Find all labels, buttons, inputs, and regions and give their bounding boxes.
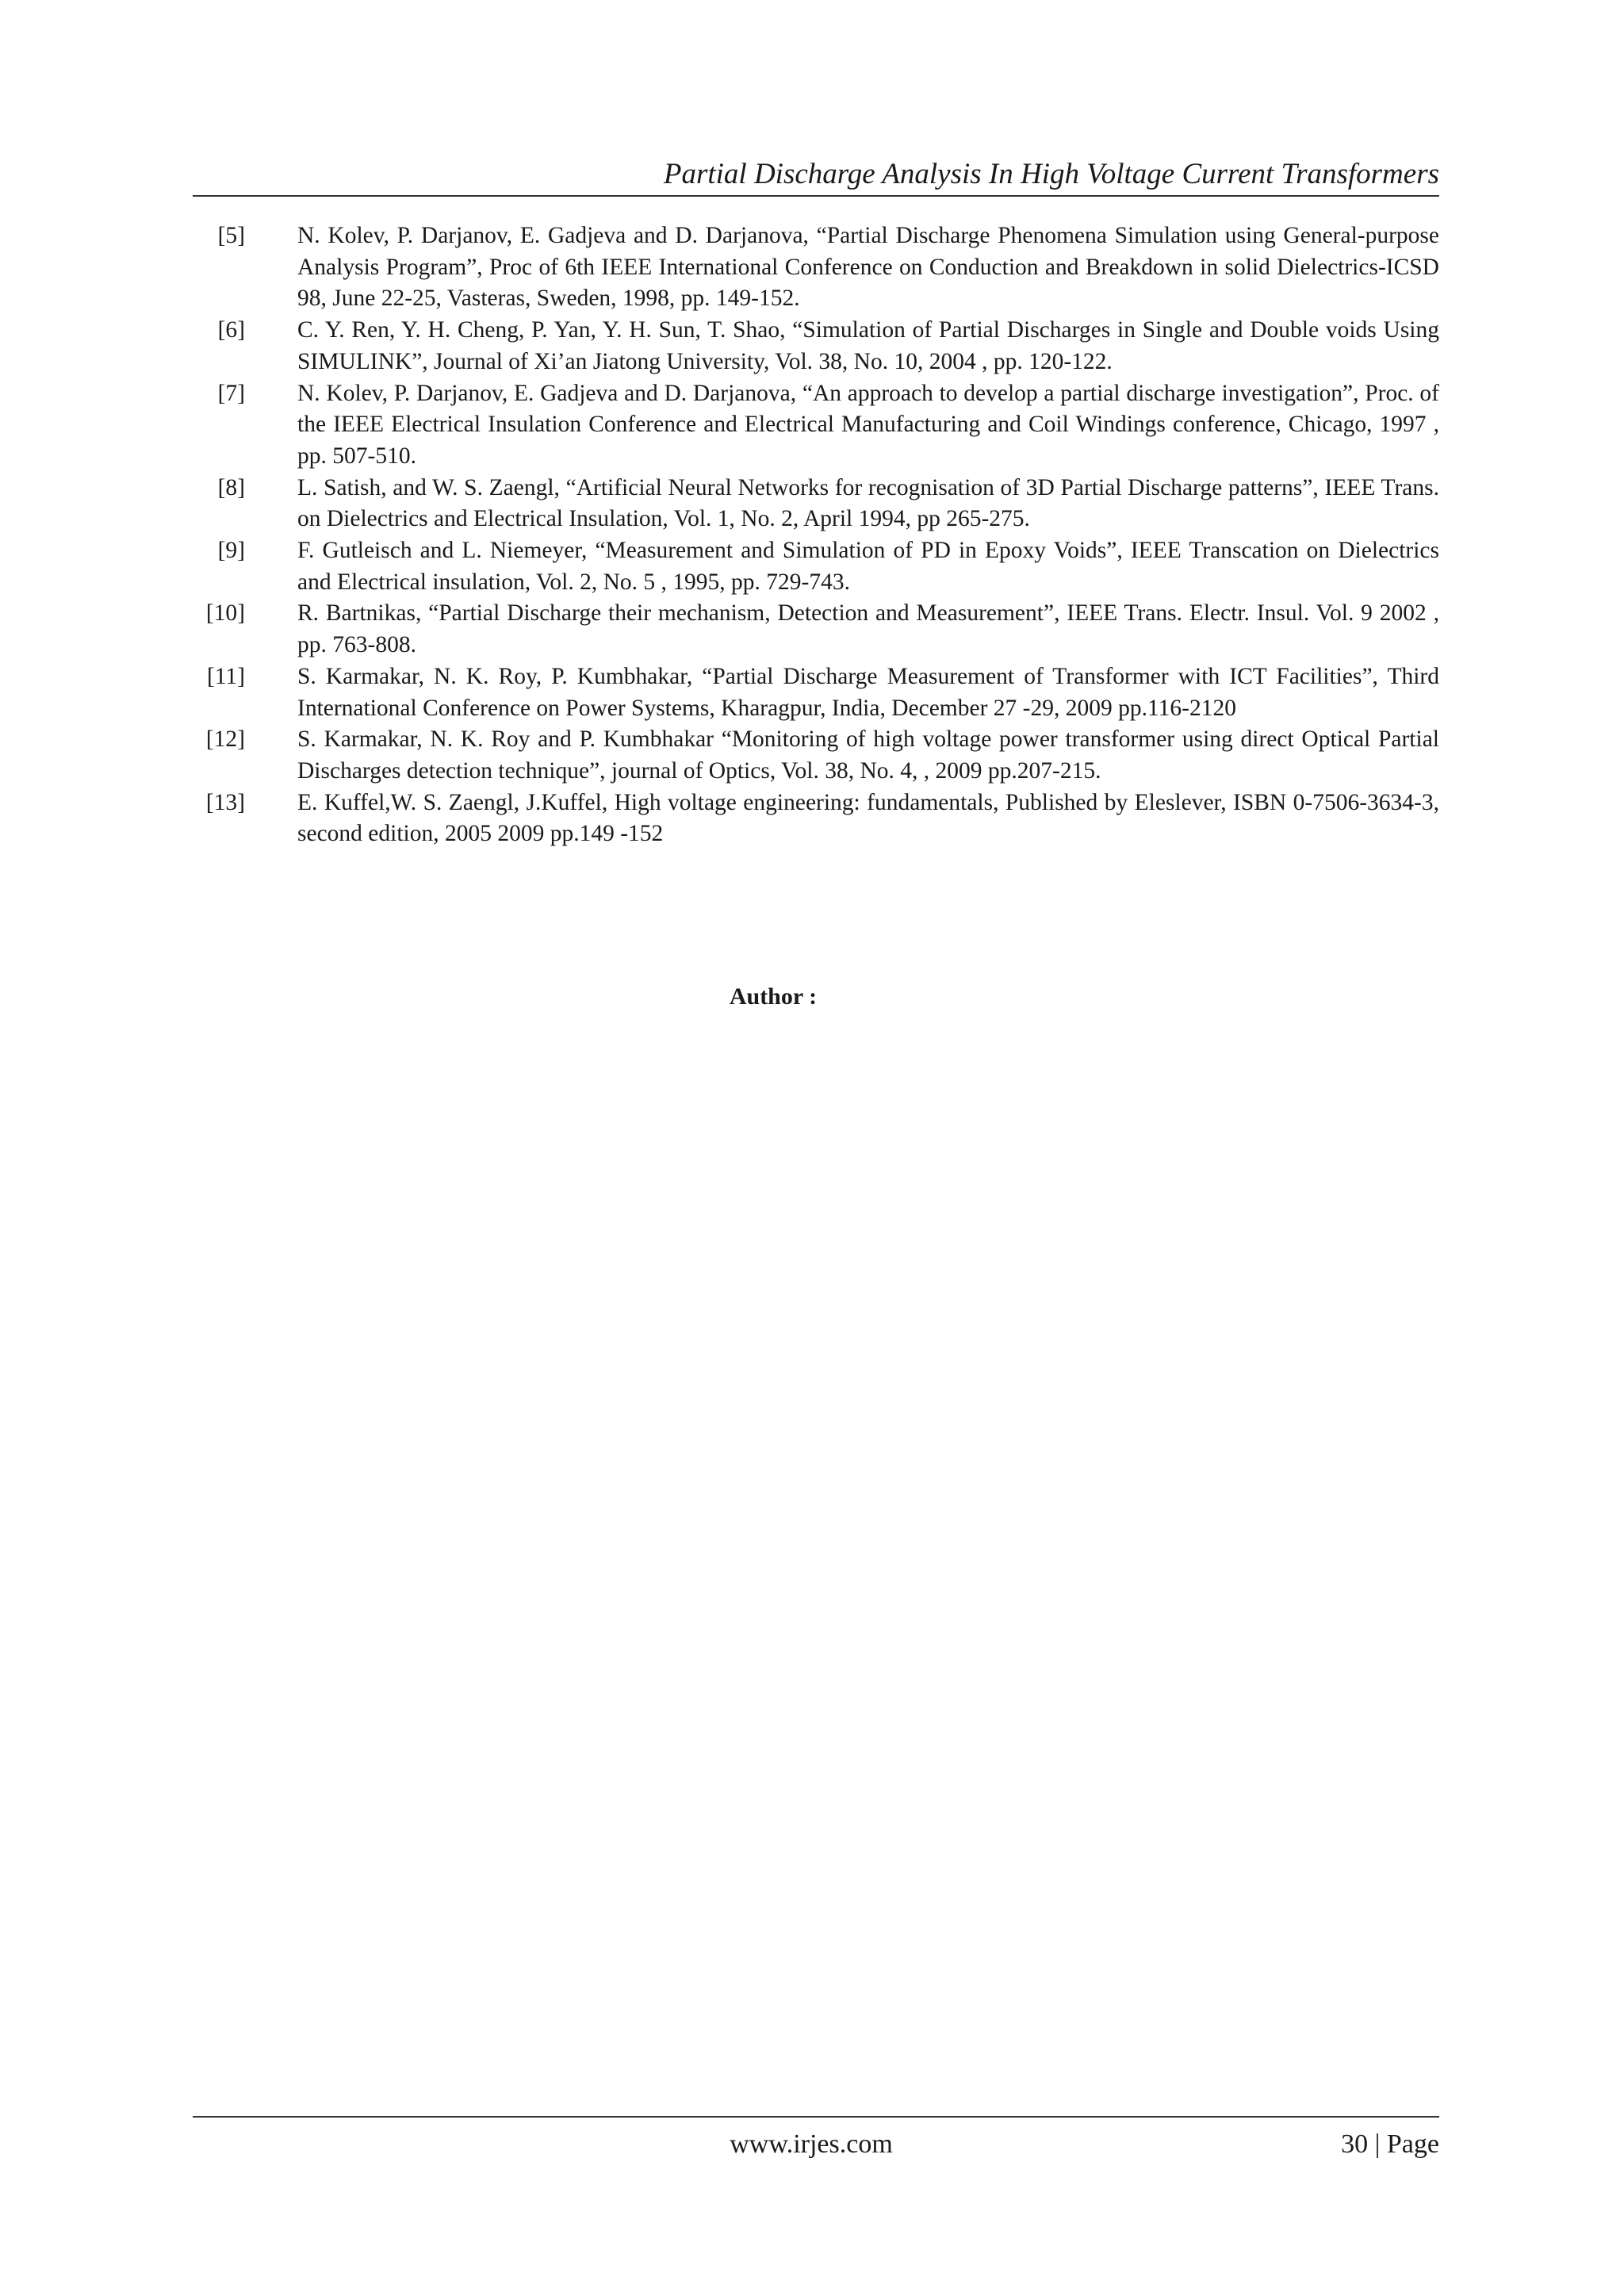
reference-number: [12]	[205, 726, 245, 753]
page-number: 30 | Page	[1341, 2129, 1439, 2159]
reference-text: N. Kolev, P. Darjanov, E. Gadjeva and D. Darjanova, “Partial Discharge Phenomena Simulation using General-purpose Analysis Program”, Proc of 6th IEEE International Conference on Conduction and Breakdown in solid Dielectrics-ICSD 98, June 22-25, Vasteras, Sweden, 1998, pp. 149-152.	[297, 223, 1439, 312]
reference-number: [11]	[206, 663, 245, 689]
reference-number: [10]	[205, 600, 245, 627]
reference-item-9	[193, 535, 1439, 598]
running-header	[193, 154, 1439, 197]
reference-number: [6]	[217, 317, 245, 343]
reference-item-7	[193, 378, 1439, 473]
reference-item-13	[193, 788, 1439, 850]
reference-list	[193, 220, 1439, 850]
reference-text: N. Kolev, P. Darjanov, E. Gadjeva and D. Darjanova, “An approach to develop a partial discharge investigation”, Proc. of the IEEE Electrical Insulation Conference and Electrical Manufacturing and Coil Windings conference, Chicago, 1997 , pp. 507-510.	[297, 380, 1439, 469]
reference-item-12	[193, 724, 1439, 787]
reference-number: [9]	[217, 538, 245, 564]
footer-url: www.irjes.com	[730, 2129, 893, 2159]
reference-text: S. Karmakar, N. K. Roy, P. Kumbhakar, “Partial Discharge Measurement of Transformer with ICT Facilities”, Third International Conference on Power Systems, Kharagpur, India, December 27 -29, 2009 pp.116-2120	[297, 663, 1439, 721]
reference-item-10	[193, 598, 1439, 661]
reference-item-11	[193, 661, 1439, 724]
reference-item-8	[193, 473, 1439, 535]
reference-number: [5]	[217, 223, 245, 248]
reference-text: C. Y. Ren, Y. H. Cheng, P. Yan, Y. H. Sun, T. Shao, “Simulation of Partial Discharges in Single and Double voids Using SIMULINK”, Journal of Xi’an Jiatong University, Vol. 38, No. 10, 2004 , pp. 120-122.	[297, 317, 1439, 374]
reference-number: [8]	[217, 474, 245, 500]
reference-text: F. Gutleisch and L. Niemeyer, “Measurement and Simulation of PD in Epoxy Voids”, IEEE Transcation on Dielectrics and Electrical insulation, Vol. 2, No. 5 , 1995, pp. 729-743.	[297, 538, 1439, 595]
reference-number: [7]	[217, 380, 245, 406]
author-heading: Author :	[729, 983, 818, 1010]
reference-text: R. Bartnikas, “Partial Discharge their mechanism, Detection and Measurement”, IEEE Trans. Electr. Insul. Vol. 9 2002 , pp. 763-808.	[297, 600, 1439, 658]
reference-text: L. Satish, and W. S. Zaengl, “Artificial Neural Networks for recognisation of 3D Partial Discharge patterns”, IEEE Trans. on Dielectrics and Electrical Insulation, Vol. 1, No. 2, April 1994, pp 265-275.	[297, 474, 1439, 532]
header-title: Partial Discharge Analysis In High Voltage Current Transformers	[663, 158, 1439, 190]
reference-text: E. Kuffel,W. S. Zaengl, J.Kuffel, High voltage engineering: fundamentals, Published by Eleslever, ISBN 0-7506-3634-3, second edition, 2005 2009 pp.149 -152	[297, 789, 1439, 847]
reference-text: S. Karmakar, N. K. Roy and P. Kumbhakar “Monitoring of high voltage power transformer using direct Optical Partial Discharges detection technique”, journal of Optics, Vol. 38, No. 4, , 2009 pp.207-215.	[297, 726, 1439, 784]
page-footer	[193, 2116, 1439, 2165]
reference-number: [13]	[205, 789, 245, 815]
reference-item-6	[193, 315, 1439, 378]
reference-item-5	[193, 220, 1439, 315]
